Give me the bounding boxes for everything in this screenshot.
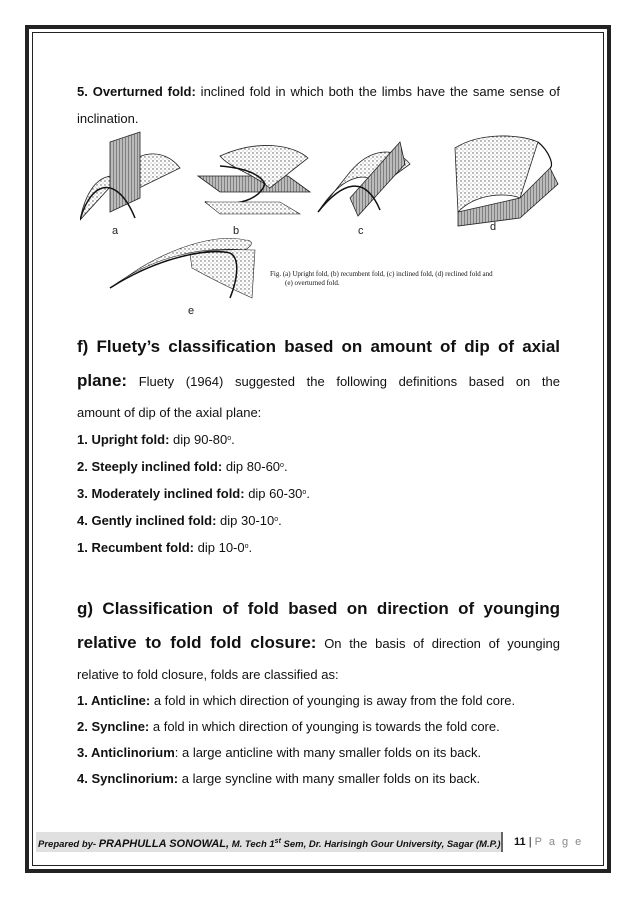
section-f-intro-line2: amount of dip of the axial plane: — [77, 405, 262, 420]
fold-label-b: b — [233, 225, 240, 237]
fluety-list — [77, 426, 560, 561]
fold-b-recumbent — [198, 145, 310, 214]
section-f-heading: f) Fluety’s classification based on amount of dip of axial — [77, 337, 560, 356]
list-item: 3. Moderately inclined fold: dip 60-30$^o$. — [77, 486, 310, 501]
overturned-text: inclined fold in which both the limbs have the same sense of inclination. — [77, 84, 560, 126]
section-g-heading-cont: relative to fold fold closure: — [77, 633, 317, 652]
fold-a-upright — [80, 132, 180, 220]
fold-label-c: c — [358, 225, 364, 237]
author-name: PRAPHULLA SONOWAL, — [98, 838, 230, 850]
list-item: 2. Syncline: a fold in which direction of younging is towards the fold core. — [77, 719, 500, 734]
page-footer — [36, 832, 596, 852]
list-item: 4. Gently inclined fold: dip 30-10$^o$. — [77, 513, 282, 528]
fold-label-d: d — [490, 221, 497, 233]
overturned-fold-paragraph — [77, 78, 560, 132]
section-g-heading: g) Classification of fold based on direction of younging — [77, 599, 560, 618]
footer-credit: Prepared by- PRAPHULLA SONOWAL, M. Tech 1st Sem, Dr. Harisingh Gour University, Sagar (M.P.) — [36, 832, 503, 852]
fold-diagram — [80, 128, 560, 318]
list-item: 2. Steeply inclined fold: dip 80-60$^o$. — [77, 459, 288, 474]
section-f-heading-cont: plane: — [77, 371, 128, 390]
list-item: 3. Anticlinorium: a large anticline with many smaller folds on its back. — [77, 745, 482, 760]
section-fluety-classification — [77, 330, 560, 561]
list-item: 1. Recumbent fold: dip 10-0$^o$. — [77, 540, 253, 555]
section-g-intro-line2: relative to fold closure, folds are classified as: — [77, 667, 339, 682]
fold-c-inclined — [318, 142, 410, 216]
younging-list — [77, 688, 560, 792]
list-item: 4. Synclinorium: a large syncline with many smaller folds on its back. — [77, 771, 481, 786]
section-younging-classification — [77, 592, 560, 792]
list-item: 1. Anticline: a fold in which direction of younging is away from the fold core. — [77, 693, 516, 708]
figure-caption-line2: (e) overturned fold. — [285, 279, 340, 287]
fold-label-a: a — [112, 225, 119, 237]
fold-e-overturned — [110, 238, 255, 298]
fold-types-figure — [80, 128, 560, 318]
list-item: 1. Upright fold: dip 90-80$^o$. — [77, 432, 235, 447]
section-f-intro-line1: Fluety (1964) suggested the following definitions based on the — [127, 374, 560, 389]
fold-label-e: e — [188, 305, 195, 317]
figure-caption-line1: Fig. (a) Upright fold, (b) recumbent fold, (c) inclined fold, (d) reclined fold and — [270, 270, 493, 278]
overturned-label: 5. Overturned fold: — [77, 84, 196, 99]
page-number: 11 | P a g e — [514, 836, 584, 848]
fold-d-reclined — [455, 136, 558, 226]
section-g-intro-line1: On the basis of direction of younging — [316, 636, 561, 651]
